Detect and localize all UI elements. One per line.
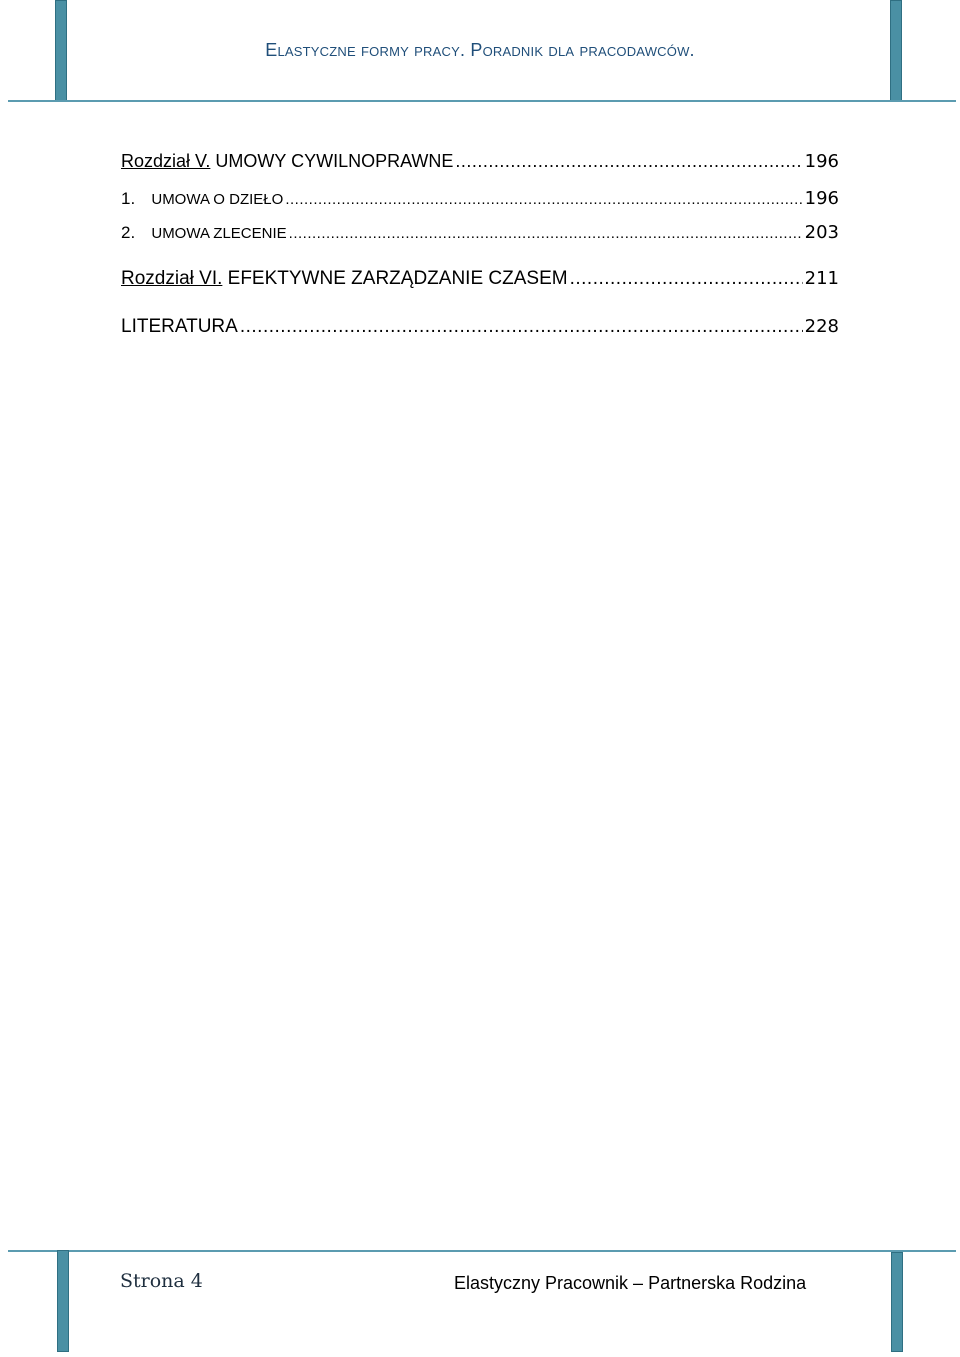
toc-leader-dots	[240, 316, 803, 338]
toc-item-title: UMOWA O DZIEŁO	[151, 191, 284, 208]
toc-entry-literatura[interactable]	[121, 316, 839, 338]
toc-page-number: 196	[804, 188, 839, 209]
running-header	[0, 40, 960, 61]
toc-chapter-prefix: Rozdział VI.	[121, 268, 223, 289]
toc-page-number: 228	[804, 316, 839, 337]
footer-left-bar	[57, 1250, 69, 1352]
running-header-text: Elastyczne formy pracy. Poradnik dla pracodawców.	[265, 40, 695, 60]
toc-page-number: 196	[804, 151, 839, 172]
toc-chapter-title: UMOWY CYWILNOPRAWNE	[215, 151, 454, 171]
toc-item-title: LITERATURA	[121, 316, 238, 337]
toc-leader-dots	[570, 268, 803, 290]
toc-entry-umowa-zlecenie[interactable]	[121, 222, 839, 243]
toc-item-number: 1.	[121, 189, 136, 208]
toc-page-number: 211	[804, 268, 839, 289]
footer-project-name: Elastyczny Pracownik – Partnerska Rodzina	[454, 1273, 807, 1293]
toc-entry-umowa-o-dzielo[interactable]	[121, 188, 839, 209]
toc-chapter-title: EFEKTYWNE ZARZĄDZANIE CZASEM	[227, 268, 568, 289]
toc-leader-dots	[455, 151, 802, 172]
footer-right-bar	[891, 1252, 903, 1352]
toc-item-number: 2.	[121, 223, 136, 242]
toc-page-number: 203	[804, 222, 839, 243]
toc-leader-dots	[289, 225, 803, 242]
toc-chapter-prefix: Rozdział V.	[121, 151, 211, 171]
toc-item-title: UMOWA ZLECENIE	[151, 225, 287, 242]
footer-rule	[8, 1250, 956, 1252]
page-number-label: Strona 4	[120, 1270, 203, 1292]
toc-entry-chapter-5[interactable]	[121, 151, 839, 172]
toc-entry-chapter-6[interactable]	[121, 268, 839, 290]
toc-leader-dots	[285, 191, 802, 208]
header-rule	[8, 100, 956, 102]
